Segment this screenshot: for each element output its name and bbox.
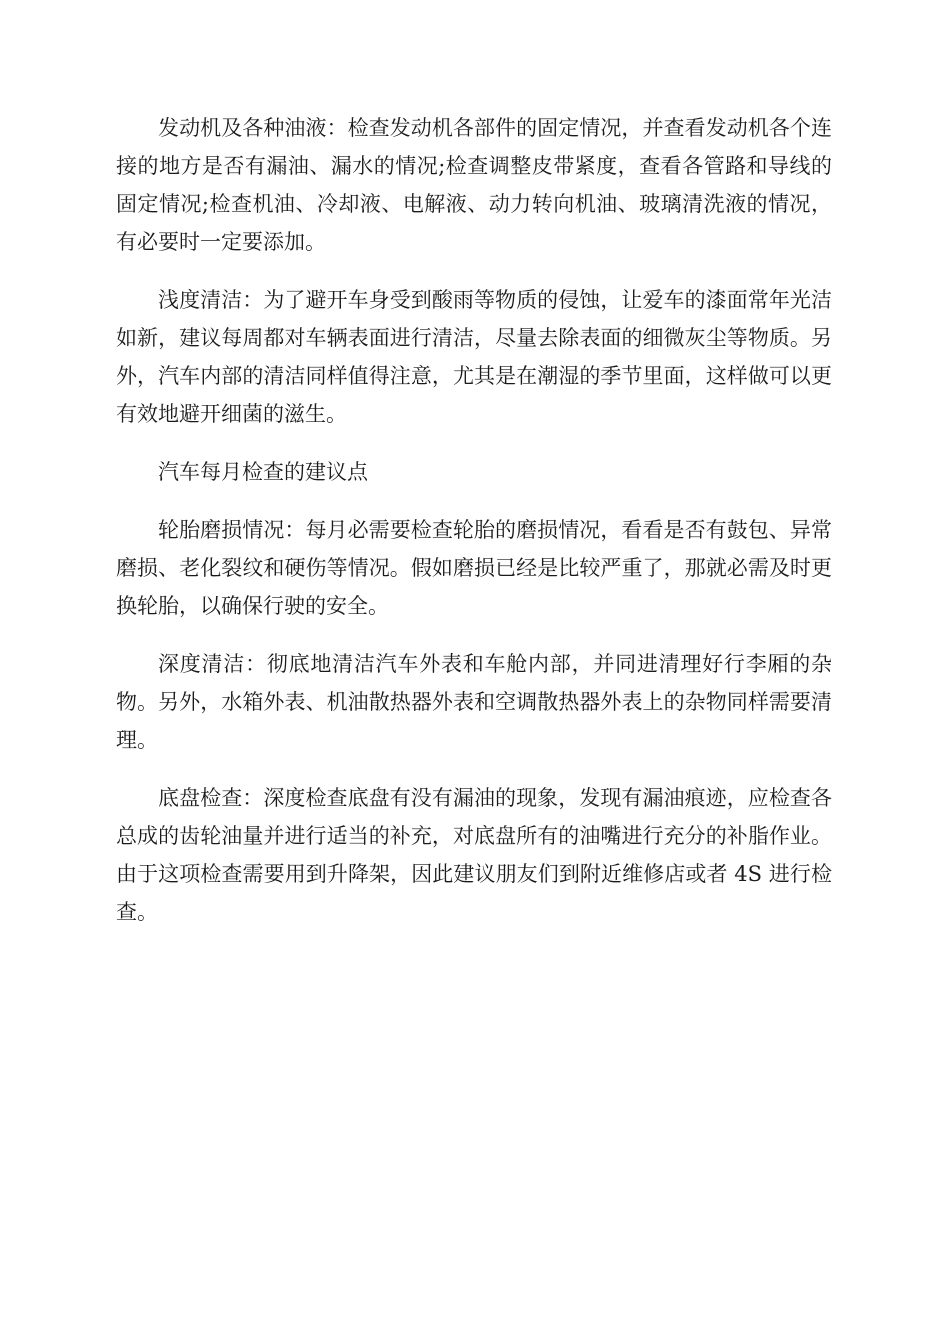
- section-heading-monthly-checks: 汽车每月检查的建议点: [158, 460, 368, 484]
- paragraph-engine-fluids: 发动机及各种油液：检查发动机各部件的固定情况，并查看发动机各个连接的地方是否有漏油、漏水的情况;检查调整皮带紧度，查看各管路和导线的固定情况;检查机油、冷却液、电解液、动力转向机油、玻璃清洗液的情况，有必要时一定要添加。: [116, 116, 832, 254]
- paragraph-deep-cleaning: 深度清洁：彻底地清洁汽车外表和车舱内部，并同进清理好行李厢的杂物。另外，水箱外表、机油散热器外表和空调散热器外表上的杂物同样需要清理。: [116, 652, 832, 752]
- paragraph-light-cleaning: 浅度清洁：为了避开车身受到酸雨等物质的侵蚀，让爱车的漆面常年光洁如新，建议每周都对车辆表面进行清洁，尽量去除表面的细微灰尘等物质。另外，汽车内部的清洁同样值得注意，尤其是在潮湿的季节里面，这样做可以更有效地避开细菌的滋生。: [116, 288, 832, 426]
- paragraph-tire-wear: 轮胎磨损情况：每月必需要检查轮胎的磨损情况，看看是否有鼓包、异常磨损、老化裂纹和硬伤等情况。假如磨损已经是比较严重了，那就必需及时更换轮胎，以确保行驶的安全。: [116, 518, 832, 618]
- paragraph-chassis-check: 底盘检查：深度检查底盘有没有漏油的现象，发现有漏油痕迹，应检查各总成的齿轮油量并进行适当的补充，对底盘所有的油嘴进行充分的补脂作业。由于这项检查需要用到升降架，因此建议朋友们到附近维修店或者 4S 进行检查。: [116, 786, 832, 924]
- document-body: [116, 109, 832, 951]
